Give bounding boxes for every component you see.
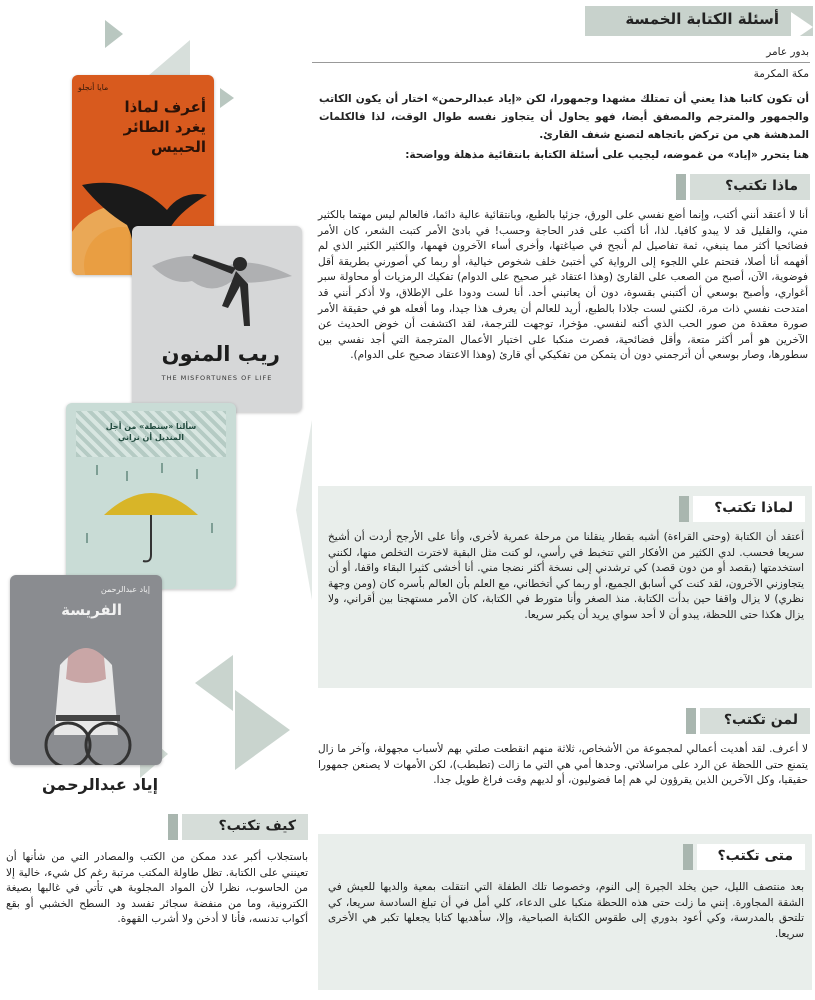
book-title: أعرف لماذا يغرد الطائر الحبيس [123, 98, 206, 156]
heading-tab [168, 814, 178, 840]
book-cover-misfortunes [132, 226, 302, 412]
book-title: سألنا «سنطة» من أجل المنديل أن نراني [105, 422, 197, 442]
section-body-when: بعد منتصف الليل، حين يخلد الجيرة إلى النوم، وخصوصا تلك الطفلة التي انتقلت بمعية والديها للعيش في الشقة المجاورة. إنني ما زلت حتى هذه اللحظة منكبا على الدعاء، كلي أمل في أن تبلغ السادسة سريعا، كي تلتحق بالمدرسة، وكي أعود بدوري إلى طقوس الكتابة الصباحية، وإلا، سأهديها كتابا يجعلها تكبر هي الأخرى سريعا. [328, 881, 804, 940]
page-title-bar [585, 6, 813, 36]
section-body-why: أعتقد أن الكتابة (وحتى القراءة) أشبه بقطار ينقلنا من مرحلة عمرية لأخرى، وأنا على الأرجح أردت أن أشيخ سريعا فحسب. لدي الكثير من الأفكار التي تتخبط في رأسي، لو كنت مثل البقية لاخترت التخلص منها، لكنني استخدمتها (بقصد أو من دون قصد) كي ترشدني إلى نسخة أكثر نضجا مني. أنا أخشى كثيرا البقاء واقفا، أو أن يتجاوزني الآخرون، لقد كنت كي أسابق الجميع، أو ربما كي أتخطاني، مع العلم بأن العالم بأسره كان (ومن وجهة نظري) لا يزال واقفا حين بدأت الكتابة. منذ الصغر وأنا متورط في الكتابة، كان الأمر مستهجنا بين أقراني، ولا يزال هكذا حتى اللحظة، يبدو أن لا أحد سواي يريد أن يكبر سريعا. [328, 531, 804, 621]
decor-triangle [235, 690, 290, 770]
book-cover-prey [10, 575, 162, 765]
section-body-what: أنا لا أعتقد أنني أكتب، وإنما أضع نفسي على الورق، جزئيا بالطبع، وبانتقائية عالية دائما، فالعالم ليس مهتما بالكثير مني، والقليل قد لا يبدو كافيا. لذا، أنا أكتب على قدر الحاجة وحسب! في بادئ الأمر كتبت الشعر، كان الأمر فضائحيا أكثر مما ينبغي، ثمة تفاصيل لم أنجح في صياغتها، وأخرى أساء الآخرون فهمها، والكثير الكثير الذي لم أفهمه أنا أصلا، فتحتم علي اللجوء إلى الرواية كي أختبئ خلف شخوص خيالية، أو ربما كي أصورني بطريقة أقل فوضوية، الآن، أصبح من الصعب على القارئ (وهذا اعتقاد غير صحيح على الدوام) تفكيك الرمزيات أو محاولة سبر أغواري، وأصبح بوسعي أن أكتبني بقسوة، دون أن يعاتبني أحد. أنا لست ودودا على الإطلاق، ولا أذكر أنني قد امتدحت نفسي ذات مرة، لكنني لست جلادا بالطبع، أريد للعالم أن يعرف هذا جيدا، وما أفعله هو في حقيقة الأمر صورة معقدة من صور الحب الذي أكنه لنفسي. مؤخرا، توجهت للترجمة، لقد اكتشفت أن خوض الحديث عن الآخرين هو أمر أكثر متعة، وأقل فضائحية، فصرت منكبا على اختيار الأعمال المترجمة التي أجد نفسي بين سطورها، وصار بوسعي أن أترجمني دون أن يتمكن من تفكيكي أي قارئ (وهذا الاعتقاد صحيح على الدوام). [318, 209, 808, 362]
intro-note: هنا يتحرر «إياد» من غموضه، ليجيب على أسئلة الكتابة بانتقائية مذهلة وواضحة: [405, 149, 809, 161]
figure-illustration [132, 226, 302, 336]
book-author: إياد عبدالرحمن [100, 585, 150, 594]
page-title: أسئلة الكتابة الخمسة [625, 10, 779, 28]
heading-tab [676, 174, 686, 200]
author-name: إياد عبدالرحمن [42, 775, 159, 794]
umbrella-illustration [66, 463, 236, 589]
decor-triangle [220, 88, 234, 108]
section-heading-when: متى تكتب؟ [697, 844, 805, 870]
section-body-how: باستجلاب أكبر عدد ممكن من الكتب والمصادر التي من شأنها أن تعينني على الكتابة. تظل طاولة المكتب مرتبة رغم كل شيء، خالية إلا من الحاسوب، نظرا لأن المواد المجلوبة هي تأتي في غالبها بصيغة الكترونية، وما من منفضة سجائر تفسد ود السطح الخشبي أو بقع أكواب تدنسه، فأنا لا أدخن ولا أشرب القهوة. [6, 851, 308, 926]
book-subtitle: THE MISFORTUNES OF LIFE [161, 374, 273, 382]
section-heading-why: لماذا تكتب؟ [693, 496, 805, 522]
book-title: ريب المنون [161, 342, 280, 366]
section-heading-whom: لمن تكتب؟ [700, 708, 810, 734]
section-heading-what: ماذا تكتب؟ [690, 174, 810, 200]
book-title: الفريسة [61, 601, 122, 619]
wheelchair-figure-illustration [10, 635, 162, 765]
book-author: مايا أنجلو [78, 83, 109, 92]
byline-location: مكة المكرمة [753, 68, 809, 80]
heading-tab [686, 708, 696, 734]
intro-text: أن تكون كاتبا هذا يعني أن تمتلك مشهدا وجمهورا، لكن «إياد عبدالرحمن» اختار أن يكون الكاتب والجمهور والمترجم والمصفق أيضا، فهو يحاول أن يتجاوز نفسه طوال الوقت، لذا فالكلمات المدهشة هي من تركض باتجاهه لتصنع شغف القارئ. [319, 93, 809, 141]
heading-tab [683, 844, 693, 870]
section-heading-how: كيف تكتب؟ [182, 814, 308, 840]
decor-triangle [195, 655, 233, 711]
book-cover-umbrella [66, 403, 236, 589]
decor-triangle [296, 420, 312, 600]
title-marker [791, 12, 813, 42]
byline-author: بدور عامر [766, 46, 809, 58]
heading-tab [679, 496, 689, 522]
section-body-whom: لا أعرف. لقد أهديت أعمالي لمجموعة من الأشخاص، ثلاثة منهم انقطعت صلتي بهم لأسباب مجهولة، وآخر ما زال يتمنع حتى اللحظة عن الرد على مراسلاتي. وحدها أمي هي التي ما زالت (تطبطب)، لكن الأمهات لا يصنعن جمهورا حقيقيا، وكل الآخرين الذين يقرؤون لي هم إما فضوليون، أو لديهم وقت فراغ طويل جدا. [318, 743, 808, 787]
divider [312, 62, 810, 63]
